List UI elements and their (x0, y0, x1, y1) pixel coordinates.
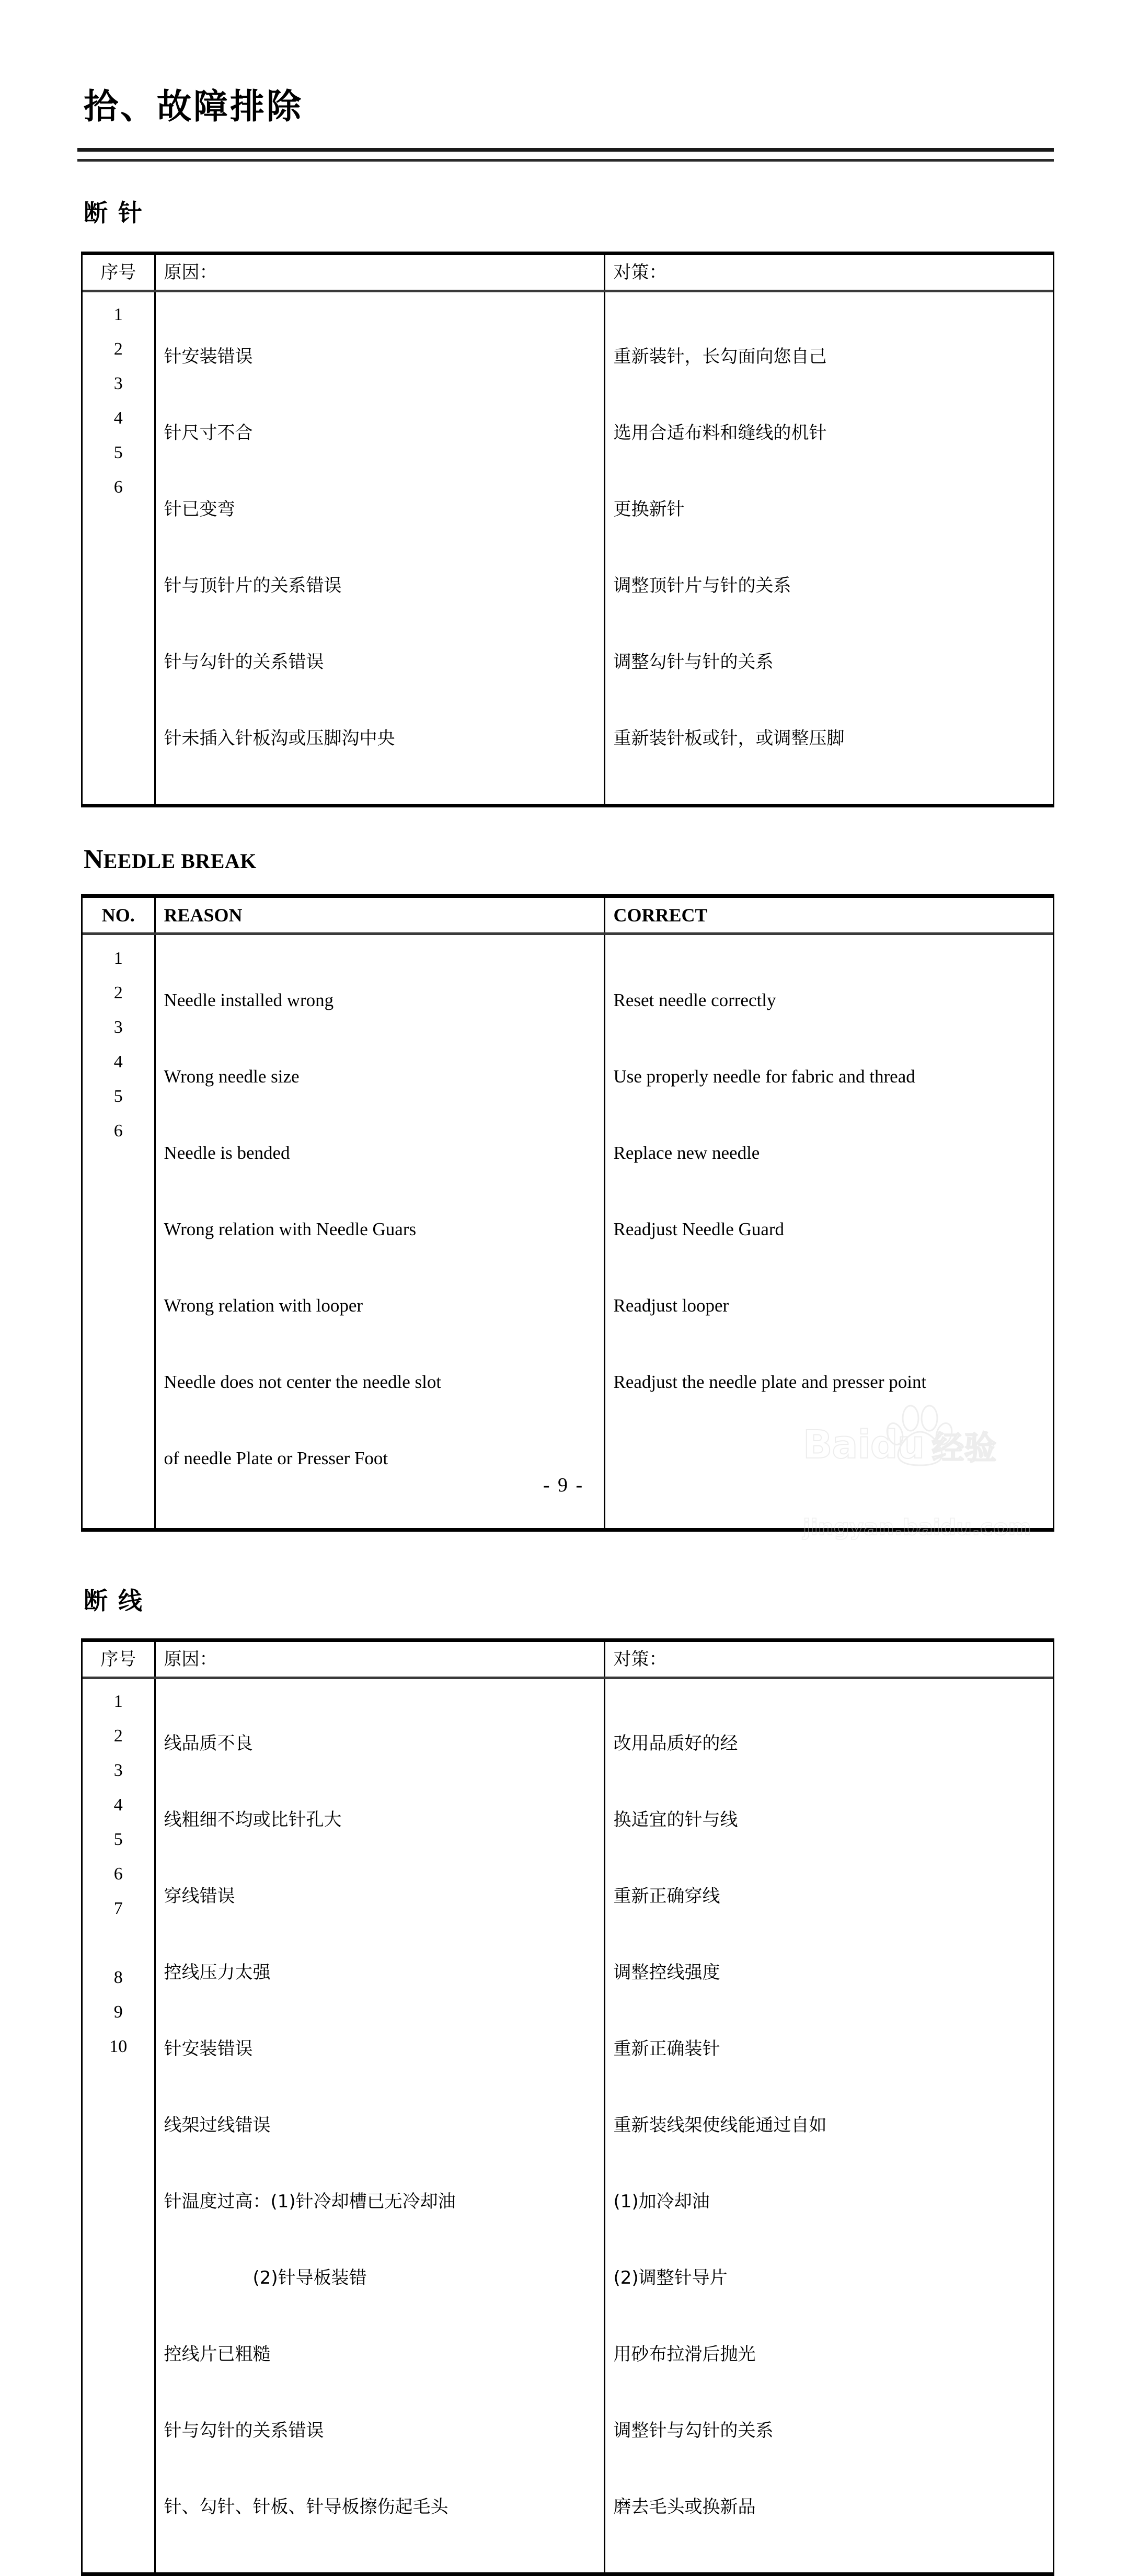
column-header-no: 序号 (83, 255, 155, 291)
table-header-row (83, 1642, 1053, 1678)
table-thread-break-cn (81, 1638, 1054, 2576)
row-index-column: 1 2 3 4 5 6 (83, 933, 155, 1528)
title-divider (77, 148, 1054, 162)
page-title: 拾、故障排除 (84, 86, 303, 127)
table-header-row (83, 898, 1053, 934)
page-content (77, 0, 1054, 2576)
reason-column: Needle installed wrong Wrong needle size Needle is bended Wrong relation with Needle Guars Wrong relation with looper Needle does not center the needle slot of needle Plate or Presser Foot (155, 933, 604, 1528)
row-index-blank (83, 1148, 154, 1183)
divider-line-top (77, 148, 1054, 152)
column-header-no: NO. (83, 898, 155, 934)
column-header-correct: 对策： (604, 255, 1053, 291)
section-heading-thread-break-cn: 断 线 (84, 1586, 144, 1615)
table-row (83, 291, 1053, 804)
column-header-reason: 原因： (155, 255, 604, 291)
column-header-correct: CORRECT (604, 898, 1053, 934)
section-heading-needle-break-en (84, 846, 1054, 873)
table-row (83, 933, 1053, 1528)
correct-blank (614, 1441, 1053, 1476)
reason-column: 线品质不良 线粗细不均或比针孔大 穿线错误 控线压力太强 针安装错误 线架过线错误 针温度过高：(1)针冷却槽已无冷却油 (2)针导板装错 控线片已粗糙 针与勾针的关系错误 针、勾针、针板、针导板擦伤起毛头 (155, 1678, 604, 2572)
divider-gap (77, 152, 1054, 159)
table-needle-break-cn (81, 252, 1054, 807)
column-header-reason: 原因： (155, 1642, 604, 1678)
heading-initial-cap: N (84, 844, 104, 874)
divider-line-bottom (77, 159, 1054, 162)
page-number: - 9 - (543, 1474, 584, 1496)
heading-smallcaps: EEDLE BREAK (103, 849, 257, 873)
row-index-blank (83, 1926, 154, 1961)
table-needle-break-en (81, 894, 1054, 1532)
correct-column: 重新装针，长勾面向您自己 选用合适布料和缝线的机针 更换新针 调整顶针片与针的关系 调整勾针与针的关系 重新装针板或针，或调整压脚 (604, 291, 1053, 804)
row-index-column: 1 2 3 4 5 6 7 8 9 10 (83, 1678, 155, 2572)
column-header-no: 序号 (83, 1642, 155, 1678)
column-header-correct: 对策： (604, 1642, 1053, 1678)
row-index-column: 1 2 3 4 5 6 (113, 304, 123, 497)
table-row (83, 1678, 1053, 2572)
reason-column: 针安装错误 针尺寸不合 针已变弯 针与顶针片的关系错误 针与勾针的关系错误 针未插入针板沟或压脚沟中央 (155, 291, 604, 804)
correct-column: Reset needle correctly Use properly needle for fabric and thread Replace new needle Readjust Needle Guard Readjust looper Readjust the needle plate and presser point (604, 933, 1053, 1528)
correct-column: 改用品质好的经 换适宜的针与线 重新正确穿线 调整控线强度 重新正确装针 重新装线架使线能通过自如 (1)加冷却油 (2)调整针导片 用砂布拉滑后抛光 调整针与勾针的关系 磨去毛头或换新品 (604, 1678, 1053, 2572)
column-header-reason: REASON (155, 898, 604, 934)
section-heading-needle-break-cn: 断 针 (84, 198, 144, 227)
table-header-row (83, 255, 1053, 291)
